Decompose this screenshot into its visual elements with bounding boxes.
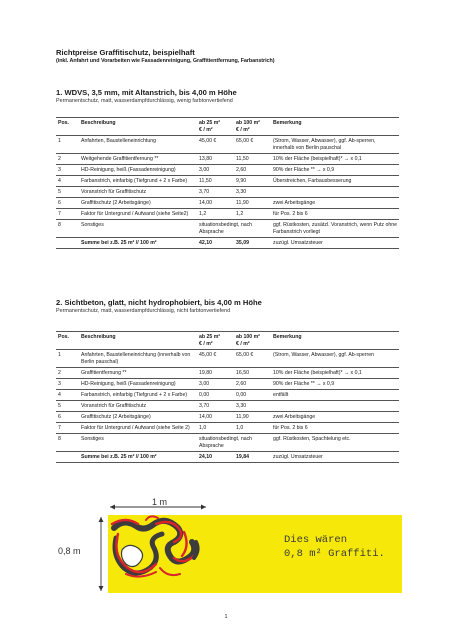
- section-1-title: 1. WDVS, 3,5 mm, mit Altanstrich, bis 4,00 m Höhe: [56, 88, 237, 97]
- sum-row: [56, 238, 399, 249]
- sum-note: zuzügl. Umsatzsteuer: [271, 238, 399, 249]
- cell-description: HD-Reinigung, heiß (Fassadenreinigung): [79, 379, 197, 390]
- cell-note: 10% der Fläche (beispielhaft)* → x 0,1: [271, 368, 399, 379]
- cell-price-25: 11,50: [197, 176, 234, 187]
- tag-white-fill: [122, 545, 143, 566]
- cell-description: Farbanstrich, einfarbig (Tiefgrund + 2 x Farbe): [79, 176, 197, 187]
- header-description: Beschreibung: [79, 332, 197, 350]
- cell-price-25: 1,0: [197, 423, 234, 434]
- cell-description: Faktor für Untergrund / Aufwand (siehe Seite 2): [79, 423, 197, 434]
- cell-price-25: 13,80: [197, 154, 234, 165]
- header-price-25-line1: ab 25 m²: [199, 333, 221, 340]
- header-price-25: [197, 332, 234, 350]
- graffiti-illustration: [56, 498, 402, 593]
- cell-price-25: 14,00: [197, 198, 234, 209]
- table-row: [56, 209, 399, 220]
- cell-price-100: 1,2: [234, 209, 271, 220]
- cell-note: ggf. Rüstkosten, zusätzl. Voranstrich, wenn Putz ohne Farbanstrich vorliegt: [271, 220, 399, 238]
- cell-price-25: 45,00 €: [197, 350, 234, 368]
- cell-price-25: 1,2: [197, 209, 234, 220]
- cell-price-100: 3,30: [234, 187, 271, 198]
- cell-price-100: 0,00: [234, 390, 271, 401]
- width-label: 1 m: [152, 498, 168, 507]
- cell-note: zwei Arbeitsgänge: [271, 412, 399, 423]
- cell-price-100: 3,30: [234, 401, 271, 412]
- cell-pos: 2: [56, 154, 79, 165]
- cell-note: ggf. Rüstkosten, Spachtelung etc.: [271, 434, 399, 452]
- table-row: [56, 401, 399, 412]
- cell-pos: 8: [56, 434, 79, 452]
- cell-price-25: 3,00: [197, 165, 234, 176]
- cell-pos: 3: [56, 165, 79, 176]
- cell-description: Sonstiges: [79, 220, 197, 238]
- cell-price-25: 3,00: [197, 379, 234, 390]
- header-price-100-line1: ab 100 m²: [236, 119, 260, 126]
- cell-description: HD-Reinigung, heiß (Fassadenreinigung): [79, 165, 197, 176]
- header-price-100: [234, 332, 271, 350]
- cell-note: für Pos. 2 bis 6: [271, 209, 399, 220]
- cell-price-25: 19,80: [197, 368, 234, 379]
- cell-price-100: 11,90: [234, 412, 271, 423]
- graffiti-caption-line1: Dies wären: [284, 534, 348, 546]
- cell-price-25: situationsbedingt, nach Absprache: [197, 220, 271, 238]
- cell-note: zwei Arbeitsgänge: [271, 198, 399, 209]
- cell-description: Graffitischutz (2 Arbeitsgänge): [79, 198, 197, 209]
- cell-note: 10% der Fläche (beispielhaft)* → x 0,1: [271, 154, 399, 165]
- page-number: 1: [224, 614, 228, 620]
- section-2-subtitle: Permanentschutz, matt, wasserdampfdurchlässig, nicht farbtonvertiefend: [56, 308, 231, 314]
- cell-description: Anfahrten, Baustelleneinrichtung: [79, 136, 197, 154]
- table-row: [56, 176, 399, 187]
- cell-price-25: situationsbedingt, nach Absprache: [197, 434, 271, 452]
- header-price-25-line2: € / m²: [199, 340, 213, 347]
- cell-description: Graffitischutz (2 Arbeitsgänge): [79, 412, 197, 423]
- cell-description: Weitgehende Graffitientfernung **: [79, 154, 197, 165]
- header-description: Beschreibung: [79, 118, 197, 136]
- sum-price-25: 42,10: [197, 238, 234, 249]
- sum-label: Summe bei z.B. 25 m² // 100 m²: [79, 452, 197, 463]
- cell-description: Voranstrich für Graffitischutz: [79, 401, 197, 412]
- cell-note: (Strom, Wasser, Abwasser), ggf. Ab-sperren: [271, 350, 399, 368]
- table-header-row: [56, 332, 399, 350]
- cell-pos: 7: [56, 209, 79, 220]
- cell-price-25: 45,00 €: [197, 136, 234, 154]
- cell-description: Anfahrten, Baustelleneinrichtung (innerhalb von Berlin pauschal): [79, 350, 197, 368]
- cell-description: Sonstiges: [79, 434, 197, 452]
- table-header-row: [56, 118, 399, 136]
- table-row: [56, 198, 399, 209]
- header-note: Bemerkung: [271, 118, 399, 136]
- table-row: [56, 220, 399, 238]
- table-row: [56, 379, 399, 390]
- cell-note: [271, 401, 399, 412]
- table-row: [56, 434, 399, 452]
- cell-price-100: 11,50: [234, 154, 271, 165]
- sum-row: [56, 452, 399, 463]
- height-label: 0,8 m: [58, 546, 81, 556]
- table-row: [56, 136, 399, 154]
- sum-label: Summe bei z.B. 25 m² // 100 m²: [79, 238, 197, 249]
- cell-pos: 6: [56, 412, 79, 423]
- cell-price-25: 3,70: [197, 401, 234, 412]
- header-price-25-line1: ab 25 m²: [199, 119, 221, 126]
- sum-price-25: 24,10: [197, 452, 234, 463]
- cell-price-100: 65,00 €: [234, 136, 271, 154]
- header-price-100-line1: ab 100 m²: [236, 333, 260, 340]
- cell-description: Farbanstrich, einfarbig (Tiefgrund + 2 x Farbe): [79, 390, 197, 401]
- cell-price-100: 11,90: [234, 198, 271, 209]
- header-price-100-line2: € / m²: [236, 126, 250, 133]
- sum-note: zuzügl. Umsatzsteuer: [271, 452, 399, 463]
- table-row: [56, 390, 399, 401]
- cell-price-25: 3,70: [197, 187, 234, 198]
- section-2-table: [56, 331, 399, 463]
- table-row: [56, 423, 399, 434]
- cell-description: Graffitientfernung **: [79, 368, 197, 379]
- cell-pos: 8: [56, 220, 79, 238]
- cell-note: entfällt: [271, 390, 399, 401]
- cell-pos: 3: [56, 379, 79, 390]
- cell-note: 90% der Fläche ** → x 0,9: [271, 379, 399, 390]
- table-row: [56, 412, 399, 423]
- cell-price-100: 2,60: [234, 165, 271, 176]
- cell-price-100: 9,90: [234, 176, 271, 187]
- header-price-100-line2: € / m²: [236, 340, 250, 347]
- header-price-25: [197, 118, 234, 136]
- header-price-25-line2: € / m²: [199, 126, 213, 133]
- cell-price-100: 2,60: [234, 379, 271, 390]
- document-title: Richtpreise Graffitischutz, beispielhaft: [56, 48, 195, 57]
- section-1-subtitle: Permanentschutz, matt, wasserdampfdurchlässig, wenig farbtonvertiefend: [56, 98, 233, 104]
- cell-pos: 2: [56, 368, 79, 379]
- cell-pos: 4: [56, 390, 79, 401]
- cell-description: Voranstrich für Graffitischutz: [79, 187, 197, 198]
- cell-price-25: 0,00: [197, 390, 234, 401]
- header-note: Bemerkung: [271, 332, 399, 350]
- sum-price-100: 19,84: [234, 452, 271, 463]
- table-row: [56, 165, 399, 176]
- cell-note: 90% der Fläche ** → x 0,9: [271, 165, 399, 176]
- header-pos: Pos.: [56, 332, 79, 350]
- cell-pos: 5: [56, 187, 79, 198]
- section-2-title: 2. Sichtbeton, glatt, nicht hydrophobiert, bis 4,00 m Höhe: [56, 298, 262, 307]
- cell-price-100: 1,0: [234, 423, 271, 434]
- cell-note: Überstreichen, Farbausbesserung: [271, 176, 399, 187]
- cell-pos: 7: [56, 423, 79, 434]
- header-pos: Pos.: [56, 118, 79, 136]
- cell-pos: 5: [56, 401, 79, 412]
- cell-pos: 1: [56, 350, 79, 368]
- cell-note: [271, 187, 399, 198]
- cell-note: für Pos. 2 bis 6: [271, 423, 399, 434]
- header-price-100: [234, 118, 271, 136]
- cell-price-100: 65,00 €: [234, 350, 271, 368]
- document-subtitle: (inkl. Anfahrt und Vorarbeiten wie Fassadenreinigung, Graffitientfernung, Farbanstrich): [56, 58, 275, 64]
- cell-pos: [56, 452, 79, 463]
- cell-pos: 4: [56, 176, 79, 187]
- table-row: [56, 187, 399, 198]
- graffiti-caption-line2: 0,8 m² Graffiti.: [284, 548, 385, 560]
- cell-pos: [56, 238, 79, 249]
- table-row: [56, 350, 399, 368]
- cell-description: Faktor für Untergrund / Aufwand (siehe Seite2): [79, 209, 197, 220]
- cell-price-100: 16,50: [234, 368, 271, 379]
- sum-price-100: 35,09: [234, 238, 271, 249]
- section-1-table: [56, 117, 399, 249]
- cell-pos: 6: [56, 198, 79, 209]
- cell-note: (Strom, Wasser, Abwasser), ggf. Ab-sperren, innerhalb von Berlin pauschal: [271, 136, 399, 154]
- cell-price-25: 14,00: [197, 412, 234, 423]
- table-row: [56, 368, 399, 379]
- table-row: [56, 154, 399, 165]
- cell-pos: 1: [56, 136, 79, 154]
